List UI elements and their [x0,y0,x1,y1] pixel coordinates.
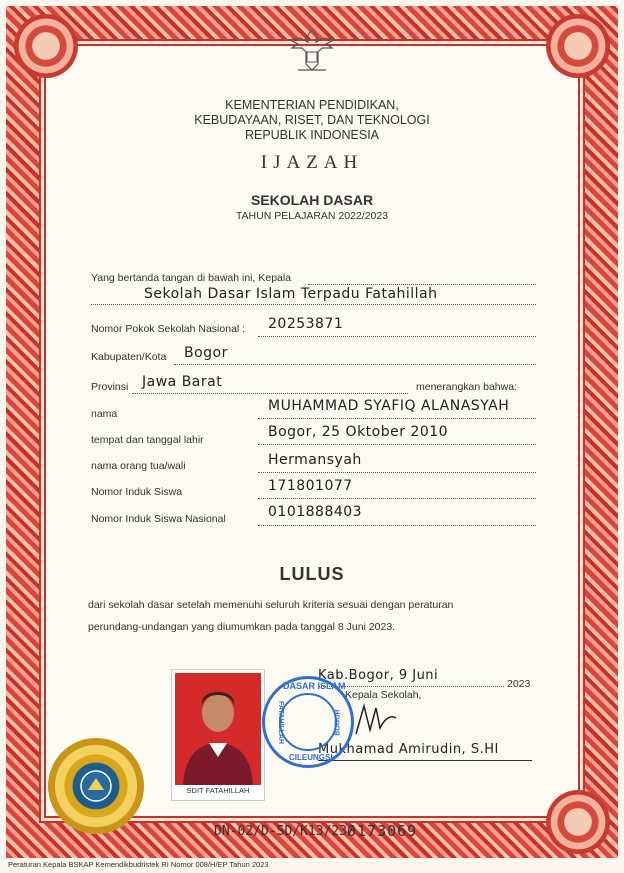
stamp-text-left: FATAHILLAH [276,701,284,744]
birth-line [258,444,536,445]
student-portrait-icon [175,673,261,785]
name-label: nama [91,408,118,420]
nis-label: Nomor Induk Siswa [91,486,183,498]
regulation-footer: Peraturan Kepala BSKAP Kemendikbudristek RI Nomor 008/H/EP Tahun 2023 [8,860,269,869]
academic-year: TAHUN PELAJARAN 2022/2023 [235,210,389,222]
intro-dots [308,284,536,285]
principal-line [318,760,532,761]
stamp-text-right: BOGOR [334,709,342,736]
school-name: Sekolah Dasar Islam Terpadu Fatahillah [144,286,438,302]
serial-code: DN-02/D-SD/K13/23/ [214,824,355,839]
tut-wuri-handayani-logo-icon [78,768,114,804]
school-stamp [262,676,354,768]
birth-value: Bogor, 25 Oktober 2010 [268,424,449,440]
signature-year: 2023 [507,678,531,690]
declares-label: menerangkan bahwa: [416,381,517,393]
place-date-line [318,686,504,687]
signature-role: Kepala Sekolah, [345,689,422,701]
student-photo [172,670,264,800]
stamp-text-bottom: CILEUNGSI [289,753,333,762]
nis-line [258,498,536,499]
npsn-value: 20253871 [268,316,344,332]
parent-label: nama orang tua/wali [91,460,186,472]
name-line [258,418,536,419]
intro-label: Yang bertanda tangan di bawah ini, Kepala [91,272,292,284]
signature-scribble-icon [350,700,410,740]
principal-name: Mukhamad Amirudin, S.HI [318,742,499,757]
name-value: MUHAMMAD SYAFIQ ALANASYAH [268,398,510,414]
nis-value: 171801077 [268,478,353,494]
npsn-line [258,336,536,337]
ministry-line-1: KEMENTERIAN PENDIDIKAN, [225,98,399,112]
parent-value: Hermansyah [268,452,362,468]
result-paragraph-line-2: perundang-undangan yang diumumkan pada tanggal 8 Juni 2023. [88,621,396,633]
province-label: Provinsi [91,381,129,393]
corner-ornament-top-right [546,14,610,78]
parent-line [258,472,536,473]
photo-caption: SDIT FATAHILLAH [186,786,250,795]
result-status: LULUS [279,564,345,584]
province-value: Jawa Barat [142,374,223,390]
npsn-label: Nomor Pokok Sekolah Nasional : [91,323,246,335]
corner-ornament-bottom-right [546,790,610,854]
province-line [132,393,408,394]
school-name-line [91,304,536,305]
serial-number: 0173069 [347,822,418,840]
stamp-logo-ring [276,693,337,751]
ministry-line-3: REPUBLIK INDONESIA [244,128,380,142]
result-paragraph-line-1: dari sekolah dasar setelah memenuhi seluruh kriteria sesuai dengan peraturan [88,599,454,611]
nisn-value: 0101888403 [268,504,363,520]
certificate-title: IJAZAH [260,152,364,173]
city-label: Kabupaten/Kota [91,351,167,363]
stamp-text-top: DASAR ISLAM [283,681,346,691]
garuda-emblem-icon [284,26,340,76]
city-line [174,364,536,365]
nisn-line [258,525,536,526]
school-level: SEKOLAH DASAR [250,192,374,208]
city-value: Bogor [184,345,228,361]
corner-ornament-top-left [14,14,78,78]
signature-place-date: Kab.Bogor, 9 Juni [318,668,439,683]
ministry-line-2: KEBUDAYAAN, RISET, DAN TEKNOLOGI [194,113,430,127]
birth-label: tempat dan tanggal lahir [91,434,204,446]
nisn-label: Nomor Induk Siswa Nasional [91,513,226,525]
